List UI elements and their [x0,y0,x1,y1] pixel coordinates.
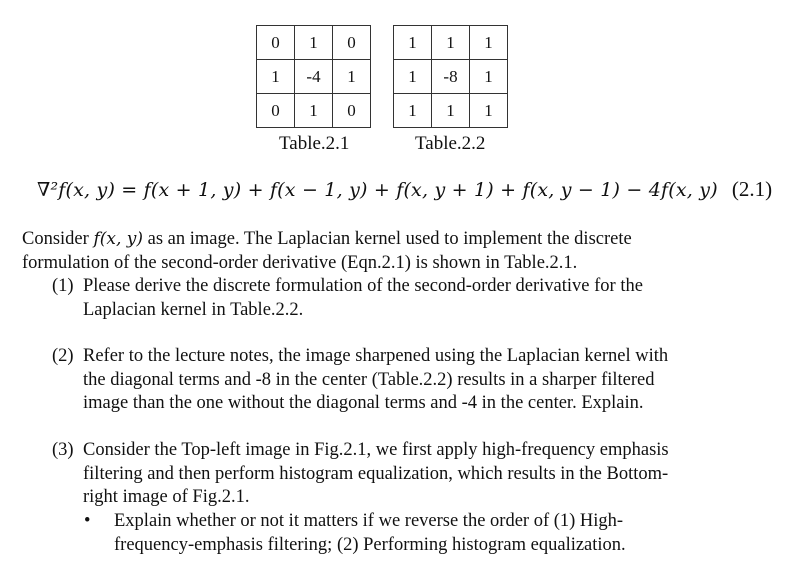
bullet-item [84,510,626,557]
laplacian-kernel-table-2-1 [256,25,371,128]
equation-number: (2.1) [731,177,773,201]
table-cell: 1 [470,94,508,128]
laplacian-equation [37,177,772,202]
item-line: Refer to the lecture notes, the image sharpened using the Laplacian kernel with [83,346,669,366]
item-line: Laplacian kernel in Table.2.2. [83,299,304,320]
laplacian-kernel-table-2-2 [393,25,508,128]
table-cell: 1 [295,94,333,128]
table-cell: 0 [257,94,295,128]
bullet-line: frequency-emphasis filtering; (2) Performing histogram equalization. [114,534,626,555]
table-cell: 1 [394,94,432,128]
bullet-line: Explain whether or not it matters if we reverse the order of (1) High- [114,511,624,531]
table-cell: 1 [257,60,295,94]
question-item-1 [52,275,643,322]
item-number: (1) [52,276,74,296]
table-cell: 0 [333,26,371,60]
table-cell: 0 [333,94,371,128]
table-cell: 1 [470,26,508,60]
item-line: right image of Fig.2.1. [83,487,250,507]
intro-paragraph [22,228,632,275]
question-item-2 [52,345,668,416]
table-cell: -4 [295,60,333,94]
table-caption-2-2: Table.2.2 [415,133,486,154]
item-number: (3) [52,440,74,460]
table-row [394,60,508,94]
table-cell: 1 [432,26,470,60]
table-caption-2-1: Table.2.1 [279,133,350,154]
item-line: filtering and then perform histogram equalization, which results in the Bottom- [83,463,669,484]
item-line: Consider the Top-left image in Fig.2.1, we first apply high-frequency emphasis [83,440,669,460]
item-line: image than the one without the diagonal terms and -4 in the center. Explain. [83,393,644,413]
table-cell: 1 [394,26,432,60]
table-cell: 1 [295,26,333,60]
table-row [257,94,371,128]
intro-pre: Consider [22,229,94,249]
intro-line-2: formulation of the second-order derivative (Eqn.2.1) is shown in Table.2.1. [22,252,578,273]
table-cell: 0 [257,26,295,60]
table-row [257,26,371,60]
equation-body: ∇²f(x, y) = f(x + 1, y) + f(x − 1, y) + f(x, y + 1) + f(x, y − 1) − 4f(x, y) [37,179,718,201]
item-line: the diagonal terms and -8 in the center (Table.2.2) results in a sharper filtered [83,369,655,390]
item-line: Please derive the discrete formulation of the second-order derivative for the [83,276,643,296]
bullet-symbol: • [84,511,91,531]
table-row [394,26,508,60]
table-row [257,60,371,94]
item-number: (2) [52,346,74,366]
table-cell: 1 [432,94,470,128]
table-row [394,94,508,128]
intro-math: f(x, y) [93,229,143,249]
table-cell: -8 [432,60,470,94]
table-cell: 1 [394,60,432,94]
intro-line-1 [22,228,632,252]
question-item-3 [52,439,669,510]
table-cell: 1 [470,60,508,94]
table-cell: 1 [333,60,371,94]
intro-post: as an image. The Laplacian kernel used to implement the discrete [143,229,632,249]
